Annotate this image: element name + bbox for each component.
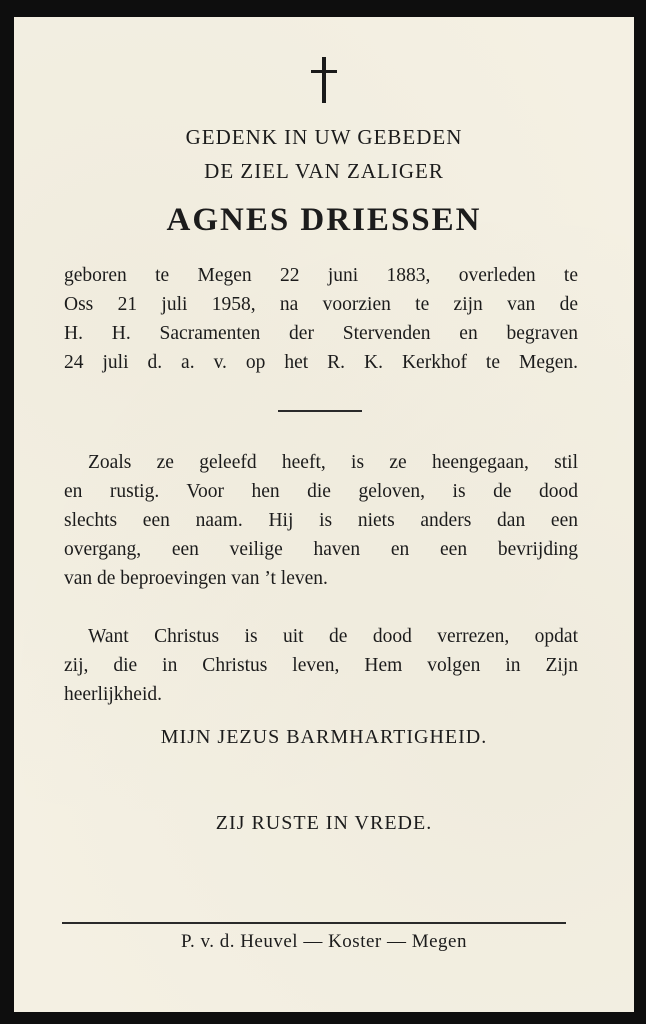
paragraph-line: zij, die in Christus leven, Hem volgen in Zijn xyxy=(64,655,578,676)
paragraph-line: Zoals ze geleefd heeft, is ze heengegaan, stil xyxy=(88,452,578,473)
paragraph-line: van de beproevingen van ’t leven. xyxy=(64,568,328,589)
details-line: geboren te Megen 22 juni 1883, overleden te xyxy=(64,265,578,286)
heading-line-2: DE ZIEL VAN ZALIGER xyxy=(204,159,444,183)
life-details xyxy=(64,261,578,377)
memorial-card xyxy=(14,17,634,1012)
details-line: H. H. Sacramenten der Stervenden en begraven xyxy=(64,323,578,344)
paragraph-line: overgang, een veilige haven en een bevrijding xyxy=(64,539,578,560)
printer-credit: P. v. d. Heuvel — Koster — Megen xyxy=(180,931,467,952)
paragraph-line: heerlijkheid. xyxy=(64,684,163,705)
prayer-line: MIJN JEZUS BARMHARTIGHEID. xyxy=(160,726,488,748)
paragraph-2 xyxy=(64,622,578,709)
details-line: 24 juli d. a. v. op het R. K. Kerkhof te Megen. xyxy=(64,352,578,373)
heading-line-1: GEDENK IN UW GEBEDEN xyxy=(185,125,463,149)
rest-in-peace-line: ZIJ RUSTE IN VREDE. xyxy=(215,812,433,834)
footer-divider xyxy=(62,922,566,924)
paragraph-line: en rustig. Voor hen die geloven, is de dood xyxy=(64,481,578,502)
paragraph-line: Want Christus is uit de dood verrezen, opdat xyxy=(88,626,578,647)
paragraph-line: slechts een naam. Hij is niets anders dan een xyxy=(64,510,578,531)
short-divider xyxy=(278,410,362,412)
details-line: Oss 21 juli 1958, na voorzien te zijn van de xyxy=(64,294,578,315)
cross-icon xyxy=(310,57,340,105)
paragraph-1 xyxy=(64,448,578,593)
deceased-name: AGNES DRIESSEN xyxy=(166,202,482,238)
